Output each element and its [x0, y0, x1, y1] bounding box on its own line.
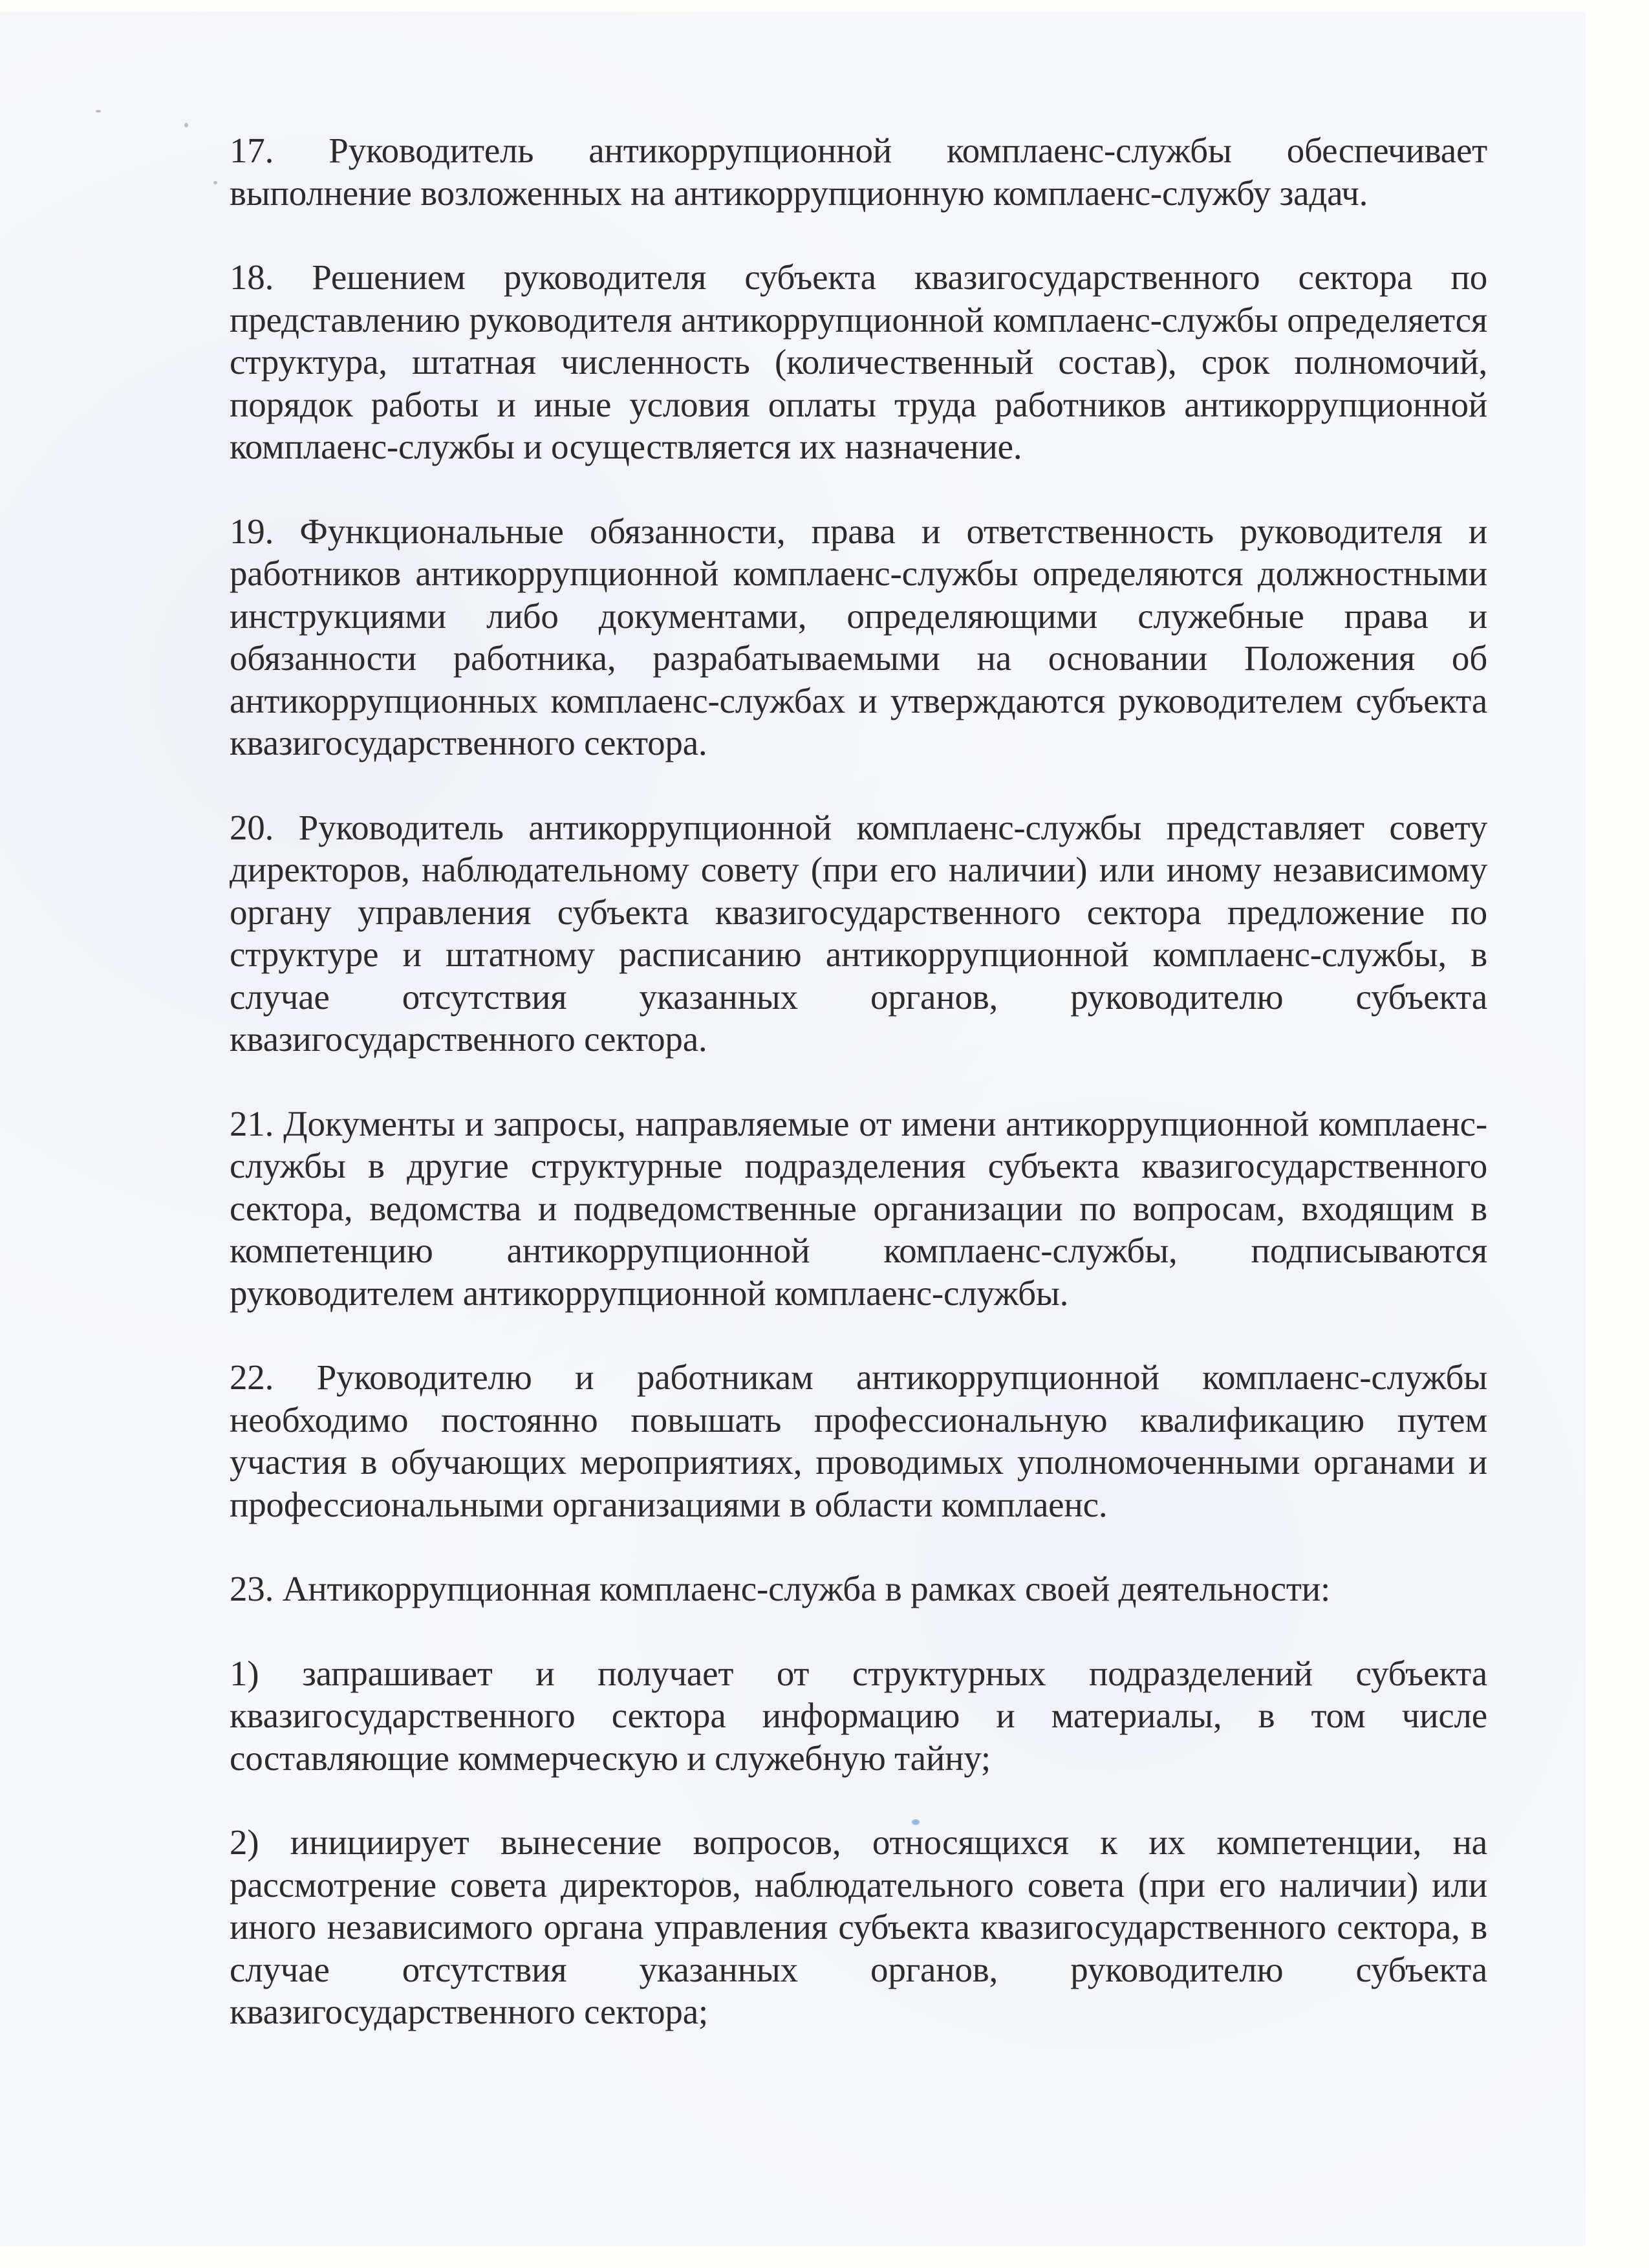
paragraph-22: 22. Руководителю и работникам антикоррупционной комплаенс-службы необходимо постоянно повышать профессиональную квалификацию путем участия в обучающих мероприятиях, проводимых уполномоченными органами и профессиональными организациями в области комплаенс. — [230, 1357, 1487, 1524]
paragraph-19: 19. Функциональные обязанности, права и ответственность руководителя и работников антикоррупционной комплаенс-службы определяются должностными инструкциями либо документами, определяющими служебные права и обязанности работника, разрабатываемыми на основании Положения об антикоррупционных комплаенс-службах и утверждаются руководителем субъекта квазигосударственного сектора. — [230, 511, 1487, 762]
list-item-2: 2) инициирует вынесение вопросов, относящихся к их компетенции, на рассмотрение совета директоров, наблюдательного совета (при его наличии) или иного независимого органа управления субъекта квазигосударственного сектора, в случае отсутствия указанных органов, руководителю субъекта квазигосударственного сектора; — [230, 1822, 1487, 2031]
paragraph-17: 17. Руководитель антикоррупционной комплаенс-службы обеспечивает выполнение возложенных на антикоррупционную комплаенс-службу задач. — [230, 131, 1487, 213]
document-body — [230, 129, 1487, 2075]
paragraph-21: 21. Документы и запросы, направляемые от имени антикоррупционной комплаенс-службы в другие структурные подразделения субъекта квазигосударственного сектора, ведомства и подведомственные организации по вопросам, входящим в компетенцию антикоррупционной комплаенс-службы, подписываются руководителем антикоррупционной комплаенс-службы. — [230, 1103, 1487, 1313]
scan-speck — [213, 181, 217, 184]
scan-speck — [96, 110, 101, 113]
scan-speck — [184, 123, 188, 127]
paragraph-18: 18. Решением руководителя субъекта квазигосударственного сектора по представлению руководителя антикоррупционной комплаенс-службы определяется структура, штатная численность (количественный состав), срок полномочий, порядок работы и иные условия оплаты труда работников антикоррупционной комплаенс-службы и осуществляется их назначение. — [230, 257, 1487, 466]
paragraph-20: 20. Руководитель антикоррупционной комплаенс-службы представляет совету директоров, наблюдательному совету (при его наличии) или иному независимому органу управления субъекта квазигосударственного сектора предложение по структуре и штатному расписанию антикоррупционной комплаенс-службы, в случае отсутствия указанных органов, руководителю субъекта квазигосударственного сектора. — [230, 807, 1487, 1059]
paragraph-23: 23. Антикоррупционная комплаенс-служба в рамках своей деятельности: — [230, 1569, 1331, 1608]
list-item-1: 1) запрашивает и получает от структурных подразделений субъекта квазигосударственного сектора информацию и материалы, в том числе составляющие коммерческую и служебную тайну; — [230, 1653, 1487, 1778]
